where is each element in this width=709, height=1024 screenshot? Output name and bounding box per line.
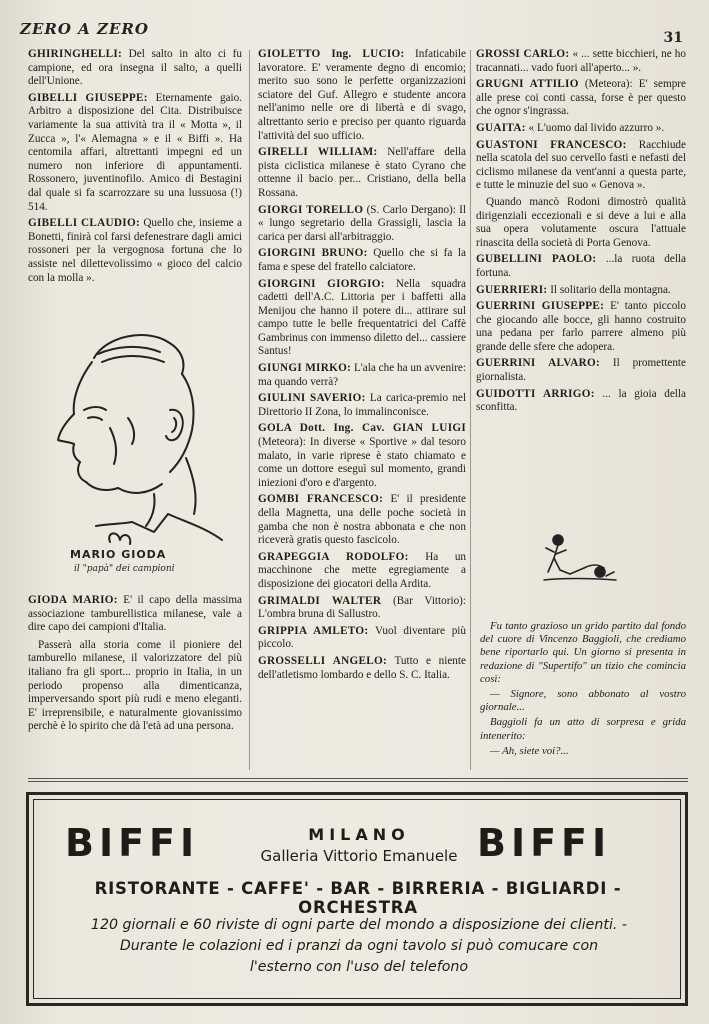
column-3	[476, 48, 686, 418]
column-divider	[249, 50, 250, 770]
entry-text: Nella squadra cadetti dell'A.C. Littoria per i baffetti alla Menijou che hanno il potere di... attirare sul campo tutte le belle frequentatrici del Caffè Gambrinus con immenso diletto del... cassiere Santus!	[258, 277, 466, 358]
anecdote-paragraph: — Signore, sono abbonato al vostro giornale...	[480, 688, 686, 714]
entry-text: ... la gioia della sconfitta.	[476, 387, 686, 414]
entry-text: Il solitario della montagna.	[547, 283, 671, 296]
entry-name: GIORGINI GIORGIO:	[258, 277, 385, 290]
entry	[258, 551, 466, 592]
entry	[28, 48, 242, 89]
entry	[476, 284, 686, 298]
entry-text: Racchiude nella scatola del suo cervello fasti e nefasti del ciclismo milanese da vent'anni a questa parte, e tutte le minuzie del suo « Genova ».	[476, 138, 686, 192]
entry-name: GIODA MARIO:	[28, 594, 118, 606]
ad-text: 120 giornali e 60 riviste di ogni parte del mondo a disposizione dei clienti. - Durante le colazioni ed i pranzi da ogni tavolo si può comucare con l'esterno con l'uso del telefono	[90, 917, 628, 975]
entry-text: Nell'affare della pista ciclistica milanese è stato Cyrano che ottenne il bacio per... Cristiano, della bella Rossana.	[258, 146, 467, 199]
anecdote-paragraph: Fu tanto grazioso un grido partito dal fondo del cuore di Vincenzo Baggioli, che crediamo bene riportarlo qui. Un giorno si presenta in redazione di "Supertifo" un tizio che comincia così:	[480, 620, 686, 685]
entry-text: (Bar Vittorio): L'ombra bruna di Sallustro.	[258, 594, 466, 621]
entry-name: GIORGI TORELLO	[258, 203, 364, 216]
entry	[258, 392, 466, 419]
column-divider	[470, 50, 471, 770]
entry-name: GROSSELLI ANGELO:	[258, 654, 388, 667]
portrait-caption: MARIO GIODA	[70, 548, 167, 561]
entry	[28, 639, 242, 734]
entry	[258, 625, 466, 652]
entry-name: GUBELLINI PAOLO:	[476, 253, 597, 266]
entry-name: GHIRINGHELLI:	[28, 48, 123, 60]
entry-text: Passerà alla storia come il pioniere del tamburello milanese, il valorizzatore del più italiano fra gli sport... proprio in Italia, in un periodo propenso alla dimenticanza, imperversando sport più rudi e meno eleganti. E' irreprensibile, e naturalmente giovanissimo perchè è lo spirito che dà l'età ad una persona.	[28, 638, 242, 733]
page-number: 31	[663, 30, 683, 46]
entry	[258, 493, 466, 547]
cartoon-sketch-drawing	[540, 528, 620, 588]
column-1-bottom	[28, 594, 242, 738]
entry-name: GRIPPIA AMLETO:	[258, 624, 369, 637]
entry-text: « L'uomo dal livido azzurro ».	[525, 121, 665, 134]
running-head: ZERO A ZERO	[20, 20, 149, 38]
entry-name: GOMBI FRANCESCO:	[258, 493, 384, 506]
entry-text: (Meteora): In diverse « Sportive » dal tesoro malato, in varie riprese è stato chiamato e come un dottore eseguì sul momento, grandi iniezioni d'oro e d'argento.	[258, 436, 466, 489]
ad-brand-right: BIFFI	[477, 821, 612, 865]
entry	[28, 217, 242, 285]
entry-name: GUERRINI ALVARO:	[476, 357, 600, 370]
entry-text: La carica-premio nel Direttorio II Zona, lo immalinconisce.	[258, 392, 466, 418]
entry-text: « ... sette bicchieri, ne ho tracannati... vado fuori all'aperto... ».	[476, 48, 686, 74]
entry	[476, 253, 686, 280]
entry-name: GIBELLI GIUSEPPE:	[28, 91, 148, 104]
separator-rule	[28, 778, 688, 779]
entry	[258, 247, 466, 274]
entry-text: Quello che, insieme a Bonetti, finirà col farsi defenestrare dagli amici rossoneri per la vergognosa fortuna che lo assiste nel dilettevolissimo « gioco del calcio con la molla ».	[28, 217, 242, 284]
entry-text: Il promettente giornalista.	[476, 357, 686, 384]
entry	[476, 139, 686, 193]
entry	[476, 388, 686, 415]
anecdote-box	[480, 620, 686, 760]
entry	[258, 655, 466, 682]
entry-text: (Meteora): E' sempre alle prese coi conti cassa, forse è per questo che ognor s'ingrassa.	[476, 78, 686, 118]
entry	[476, 300, 686, 354]
entry-text: Quello che si fa la fama e spese del fratello calciatore.	[258, 247, 466, 273]
entry-text: Tutto e niente dell'atletismo lombardo e dello S. C. Italia.	[258, 654, 466, 681]
entry-name: GRAPEGGIA RODOLFO:	[258, 550, 409, 563]
entry-name: GIUNGI MIRKO:	[258, 362, 352, 375]
entry	[258, 595, 466, 622]
column-2	[258, 48, 466, 685]
ad-brand-left: BIFFI	[65, 821, 200, 865]
entry-text: E' il presidente della Magnetta, una delle poche società in gamba che non è nostra abbonata e che non riceverà gratis questo fascicolo.	[258, 493, 467, 547]
entry	[258, 422, 466, 490]
entry-name: GUERRIERI:	[476, 283, 548, 296]
entry	[258, 362, 466, 389]
entry-name: GUAITA:	[476, 121, 526, 134]
portrait-subcaption: il "papà" dei campioni	[74, 564, 175, 574]
entry-text: Del salto in alto ci fu campione, ed ora insegna il salto, a quelli dell'Unione.	[28, 48, 242, 88]
entry-name: GIOLETTO Ing. LUCIO:	[258, 48, 405, 60]
entry-text: Ha un macchinone che mette egregiamente a disposizione dei giocatori della Ardita.	[258, 550, 467, 590]
ad-services: RISTORANTE - CAFFE' - BAR - BIRRERIA - BIGLIARDI - ORCHESTRA	[94, 879, 622, 917]
entry	[258, 278, 466, 360]
anecdote-paragraph: Baggioli fa un atto di sorpresa e grida intenerito:	[480, 716, 686, 742]
entry-text: E' tanto piccolo che giocando alle bocce, gli hanno costruito una pedana per farlo parrere almeno più grande delle sfere che adopera.	[476, 300, 687, 353]
entry	[28, 594, 242, 635]
entry	[476, 78, 686, 119]
column-1	[28, 48, 242, 288]
entry	[476, 48, 686, 75]
entry-text: ...la ruota della fortuna.	[476, 253, 686, 279]
entry-text: Vuol diventare più piccolo.	[258, 624, 467, 651]
entry-name: GIBELLI CLAUDIO:	[28, 217, 140, 230]
entry-text: Quando mancò Rodoni dimostrò qualità dirigenziali eccezionali e si deve a lui e alla sua opera volutamente oscura l'attuale rinascita della società di Porta Genova.	[476, 195, 686, 249]
entry-name: GRUGNI ATTILIO	[476, 78, 579, 91]
entry-name: GOLA Dott. Ing. Cav. GIAN LUIGI	[258, 422, 466, 435]
biffi-advertisement	[26, 792, 688, 1006]
entry-name: GIULINI SAVERIO:	[258, 392, 366, 405]
entry-name: GUASTONI FRANCESCO:	[476, 138, 627, 151]
entry-name: GUIDOTTI ARRIGO:	[476, 387, 595, 400]
entry-text: Eternamente gaio. Arbitro a disposizione del Cita. Distribuisce variamente la sua attività tra il « Motta », il Zucca », l'« Alemagna » e il « Biffi ». Ha centomila affari, altrettanti impegni ed un numero non inferiore di appuntamenti. Rossonero, juventinofilo. Amico di Bestagini dal quale si fa scarrozzare su una lussuosa (!) 514.	[28, 91, 242, 213]
entry	[476, 196, 686, 250]
entry-text: (S. Carlo Dergano): Il « lungo segretario della Grassigli, lascia la carica per darsi all'arbitraggio.	[258, 203, 466, 243]
entry	[258, 48, 466, 143]
ad-location: Galleria Vittorio Emanuele	[260, 847, 458, 865]
entry	[28, 92, 242, 214]
entry-name: GRIMALDI WALTER	[258, 594, 382, 607]
entry	[258, 146, 466, 200]
ad-city: MILANO	[308, 825, 410, 844]
entry-name: GIORGINI BRUNO:	[258, 247, 368, 260]
entry	[476, 122, 686, 136]
entry	[258, 204, 466, 245]
anecdote-paragraph: — Ah, siete voi?...	[490, 744, 569, 757]
entry-name: GUERRINI GIUSEPPE:	[476, 300, 605, 313]
entry-text: Infaticabile lavoratore. E' veramente degno di encomio; merito suo sono le perfette organizzazioni sciatore del Guf. Allegro e studente ancora nell'animo nelle ore di libertà e di svago, altrettanto serio e preciso per quanto riguarda l'attività del suo ufficio.	[258, 48, 466, 142]
entry-name: GROSSI CARLO:	[476, 48, 570, 60]
entry-text: E' il capo della massima associazione tamburellistica milanese, vale a dire capo dei campioni d'Italia.	[28, 594, 243, 634]
entry	[476, 357, 686, 384]
entry-name: GIRELLI WILLIAM:	[258, 146, 378, 159]
separator-rule	[28, 781, 688, 782]
entry-text: L'ala che ha un avvenire: ma quando verrà?	[258, 362, 467, 388]
